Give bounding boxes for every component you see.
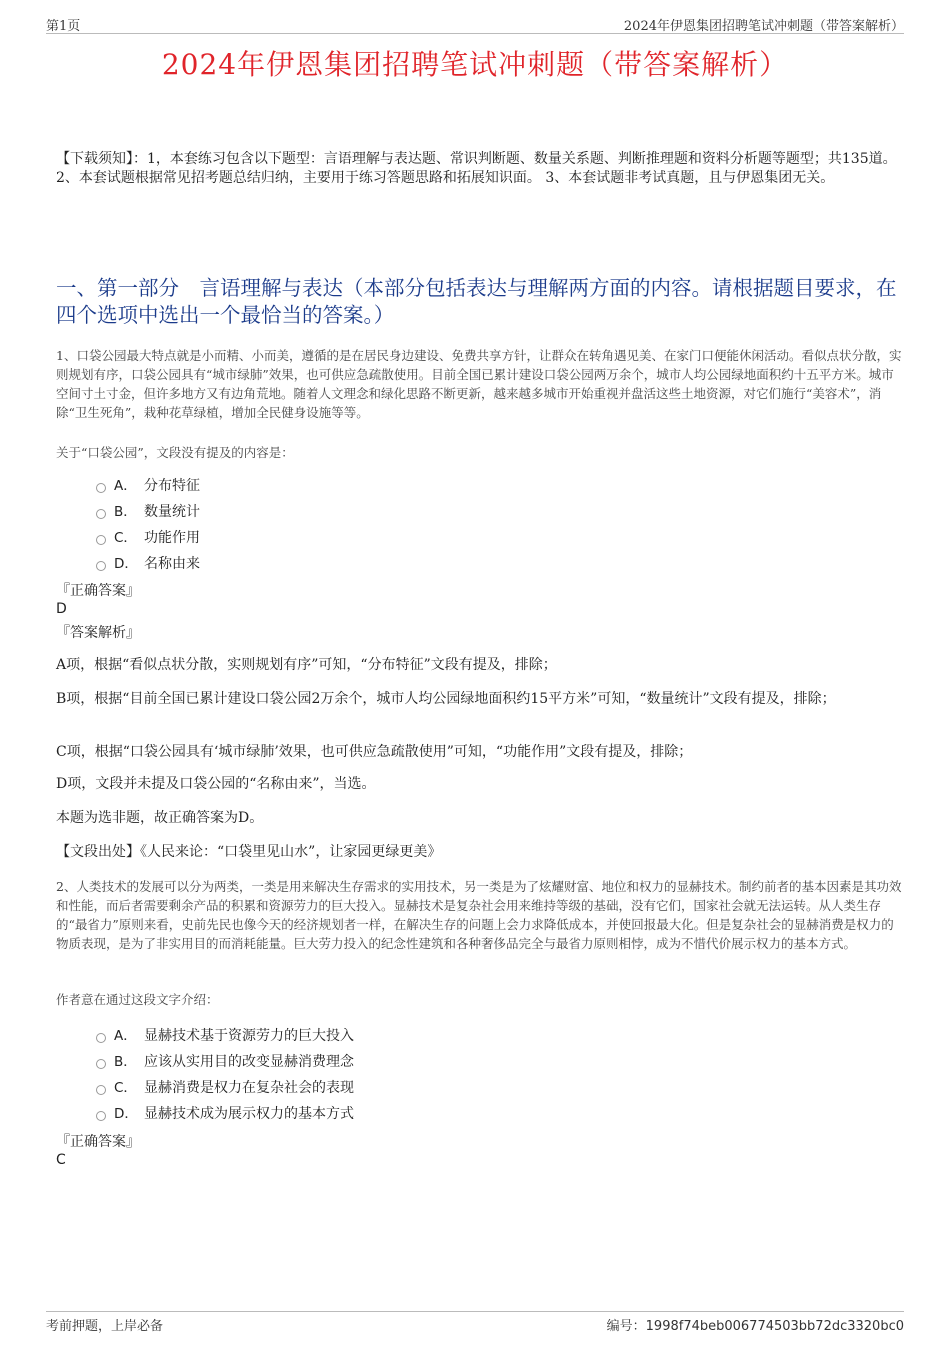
question-1-prompt: 关于“口袋公园”，文段没有提及的内容是： (56, 445, 294, 460)
option-b[interactable]: B． 应该从实用目的改变显赫消费理念 (96, 1049, 596, 1075)
analysis-a: A项，根据“看似点状分散，实则规划有序”可知，“分布特征”文段有提及，排除； (56, 657, 557, 673)
answer-label: 『正确答案』 (56, 1134, 140, 1150)
radio-button[interactable] (96, 509, 106, 519)
page-footer (46, 1311, 904, 1334)
radio-button[interactable] (96, 1111, 106, 1121)
option-text: 显赫技术成为展示权力的基本方式 (144, 1106, 354, 1122)
header-doc-title: 2024年伊恩集团招聘笔试冲刺题（带答案解析） (623, 19, 904, 34)
text-source: 【文段出处】《人民来论：“口袋里见山水”，让家园更绿更美》 (56, 844, 442, 860)
document-id: 编号：1998f74beb006774503bb72dc3320bc0 (606, 1319, 904, 1334)
option-text: 应该从实用目的改变显赫消费理念 (144, 1054, 354, 1070)
correct-answer: D (56, 601, 67, 617)
radio-button[interactable] (96, 561, 106, 571)
option-b[interactable]: B． 数量统计 (96, 499, 596, 525)
option-text: 分布特征 (144, 478, 200, 494)
option-text: 功能作用 (144, 530, 200, 546)
question-2-options (96, 1023, 596, 1127)
radio-button[interactable] (96, 1033, 106, 1043)
option-c[interactable]: C． 显赫消费是权力在复杂社会的表现 (96, 1075, 596, 1101)
option-d[interactable]: D． 名称由来 (96, 551, 596, 577)
analysis-c: C项，根据“口袋公园具有‘城市绿肺’效果，也可供应急疏散使用”可知，“功能作用”文段有提及，排除； (56, 744, 693, 760)
radio-button[interactable] (96, 483, 106, 493)
footer-slogan: 考前押题，上岸必备 (46, 1319, 164, 1334)
option-text: 名称由来 (144, 556, 200, 572)
analysis-conclusion: 本题为选非题，故正确答案为D。 (56, 810, 264, 826)
analysis-b: B项，根据“目前全国已累计建设口袋公园2万余个，城市人均公园绿地面积约15平方米”可知，“数量统计”文段有提及，排除； (56, 691, 836, 707)
option-d[interactable]: D． 显赫技术成为展示权力的基本方式 (96, 1101, 596, 1127)
section-title: 一、第一部分 言语理解与表达（本部分包括表达与理解两方面的内容。请根据题目要求，在四个选项中选出一个最恰当的答案。） (56, 276, 897, 327)
analysis-label: 『答案解析』 (56, 625, 140, 641)
question-1-text: 1、口袋公园最大特点就是小而精、小而美，遵循的是在居民身边建设、免费共享方针，让群众在转角遇见美、在家门口便能休闲活动。看似点状分散，实则规划有序，口袋公园具有“城市绿肺”效果，也可供应急疏散使用。目前全国已累计建设口袋公园两万余个，城市人均公园绿地面积约十五平方米。城市空间寸土寸金，但许多地方又有边角荒地。随着人文理念和绿化思路不断更新，越来越多城市开始重视并盘活这些土地资源，对它们施行“美容术”，消除“卫生死角”，栽种花草绿植，增加全民健身设施等等。 (56, 348, 902, 420)
page-header (46, 13, 904, 34)
page-number: 第1页 (46, 19, 81, 34)
radio-button[interactable] (96, 1085, 106, 1095)
correct-answer: C (56, 1152, 66, 1168)
option-a[interactable]: A． 显赫技术基于资源劳力的巨大投入 (96, 1023, 596, 1049)
question-1-options (96, 473, 596, 577)
document-title: 2024年伊恩集团招聘笔试冲刺题（带答案解析） (161, 48, 789, 81)
radio-button[interactable] (96, 535, 106, 545)
radio-button[interactable] (96, 1059, 106, 1069)
answer-label: 『正确答案』 (56, 583, 140, 599)
option-text: 显赫消费是权力在复杂社会的表现 (144, 1080, 354, 1096)
option-text: 显赫技术基于资源劳力的巨大投入 (144, 1028, 354, 1044)
question-2-text: 2、人类技术的发展可以分为两类，一类是用来解决生存需求的实用技术，另一类是为了炫耀财富、地位和权力的显赫技术。制约前者的基本因素是其功效和性能，而后者需要剩余产品的积累和资源劳力的巨大投入。显赫技术是复杂社会用来维持等级的基础，没有它们，国家社会就无法运转。从人类生存的“最省力”原则来看，史前先民也像今天的经济规划者一样，在解决生存的问题上会力求降低成本，并使回报最大化。但是复杂社会的显赫消费是权力的物质表现，是为了非实用目的而消耗能量。巨大劳力投入的纪念性建筑和各种奢侈品完全与最省力原则相悖，成为不惜代价展示权力的基本方式。 (56, 879, 902, 951)
option-text: 数量统计 (144, 504, 200, 520)
download-notice: 【下载须知】：1，本套练习包含以下题型：言语理解与表达题、常识判断题、数量关系题、判断推理题和资料分析题等题型；共135道。 2、本套试题根据常见招考题总结归纳，主要用于练习答题思路和拓展知识面。 3、本套试题非考试真题，且与伊恩集团无关。 (56, 151, 897, 186)
option-c[interactable]: C． 功能作用 (96, 525, 596, 551)
analysis-d: D项，文段并未提及口袋公园的“名称由来”，当选。 (56, 776, 376, 792)
question-2-prompt: 作者意在通过这段文字介绍： (56, 992, 219, 1007)
option-a[interactable]: A． 分布特征 (96, 473, 596, 499)
